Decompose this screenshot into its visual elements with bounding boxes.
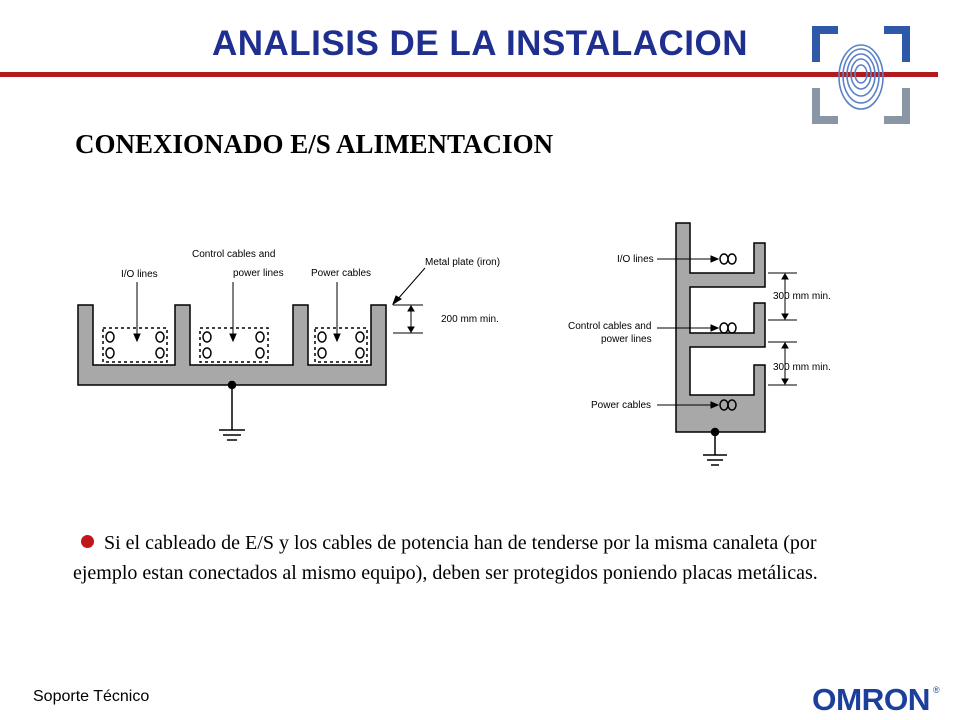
- ground-icon: [219, 382, 245, 441]
- footer-label: Soporte Técnico: [33, 688, 150, 705]
- label-power-lines: power lines: [601, 334, 652, 345]
- metal-duct: [78, 305, 386, 385]
- label-power-cables: Power cables: [311, 268, 372, 279]
- label-control-cables: Control cables and: [192, 249, 276, 260]
- ground-icon: [703, 429, 727, 466]
- label-min-gap-lower: 300 mm min.: [773, 362, 831, 373]
- page-title: ANALISIS DE LA INSTALACION: [211, 24, 749, 63]
- label-metal-plate: Metal plate (iron): [425, 257, 501, 268]
- stacked-tray-diagram: [565, 215, 855, 475]
- title-underline: [0, 72, 938, 77]
- label-min-gap: 200 mm min.: [441, 314, 499, 325]
- label-power-cables: Power cables: [591, 400, 652, 411]
- dimension-marker: [393, 305, 423, 333]
- body-paragraph: [73, 528, 863, 588]
- section-subtitle: CONEXIONADO E/S ALIMENTACION: [75, 129, 554, 159]
- bullet-icon: [81, 535, 94, 548]
- label-io-lines: I/O lines: [617, 254, 654, 265]
- brand-name: OMRON: [812, 683, 930, 713]
- duct-separation-diagram: [75, 240, 545, 465]
- label-min-gap-upper: 300 mm min.: [773, 291, 831, 302]
- cable-bundles: [103, 328, 367, 362]
- label-control-cables: Control cables and: [568, 321, 652, 332]
- label-power-lines: power lines: [233, 268, 284, 279]
- brand-logo: [812, 683, 942, 713]
- fingerprint-icon: [808, 22, 914, 128]
- registered-mark: ®: [933, 685, 940, 695]
- paragraph-text: Si el cableado de E/S y los cables de potencia han de tenderse por la misma canaleta (por ejemplo estan conectados al mismo equipo), deben ser protegidos poniendo placas metálicas.: [73, 532, 818, 584]
- label-io-lines: I/O lines: [121, 269, 158, 280]
